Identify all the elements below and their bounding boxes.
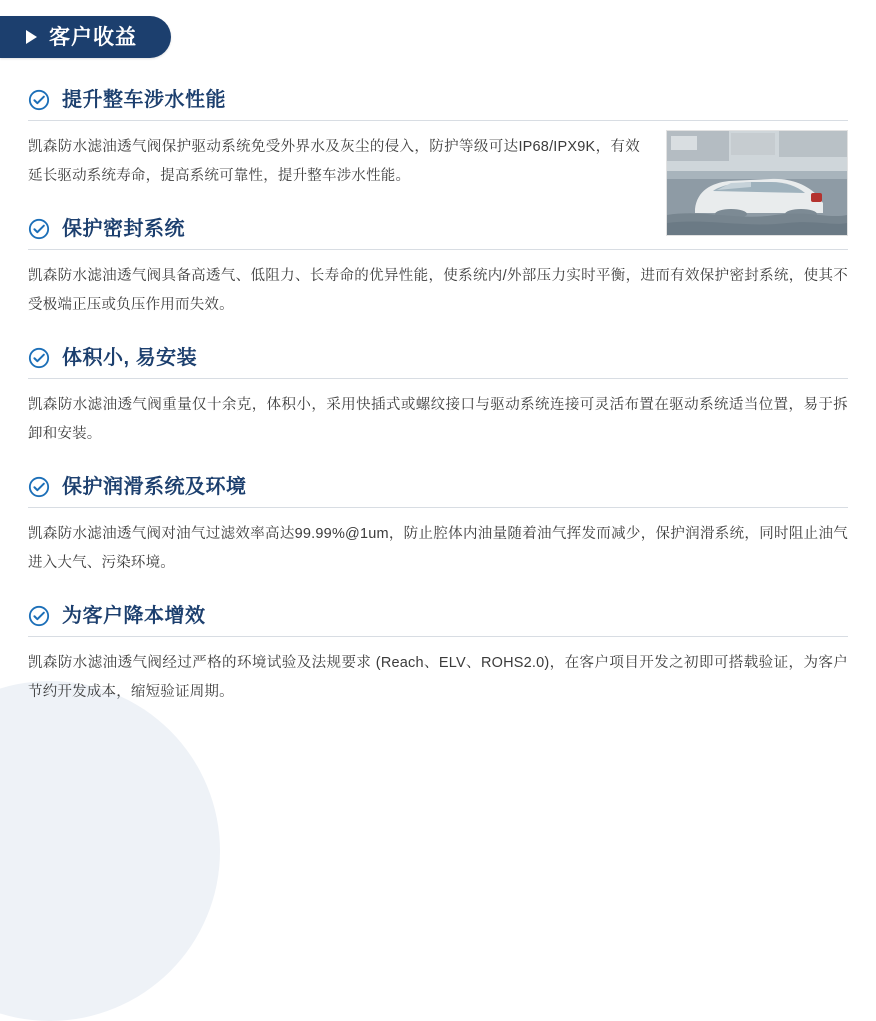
check-circle-icon (28, 605, 50, 627)
benefit-body-2: 凯森防水滤油透气阀具备高透气、低阻力、长寿命的优异性能，使系统内/外部压力实时平衡，进而有效保护密封系统，使其不受极端正压或负压作用而失效。 (28, 268, 848, 313)
check-circle-icon (28, 218, 50, 240)
benefit-title-1: 提升整车涉水性能 (62, 89, 226, 111)
benefit-section-3 (28, 346, 848, 449)
decorative-background-blob (0, 681, 220, 1021)
benefit-title-5: 为客户降本增效 (62, 605, 206, 627)
divider-1 (28, 120, 848, 121)
benefit-heading-3 (28, 346, 848, 370)
check-circle-icon (28, 89, 50, 111)
content-area (0, 88, 876, 731)
triangle-right-icon (26, 30, 37, 44)
document-page (0, 8, 876, 731)
benefit-heading-2 (28, 217, 848, 241)
benefit-heading-1 (28, 88, 848, 112)
customer-benefits-banner (0, 16, 171, 58)
section-banner-wrap (0, 8, 876, 66)
benefit-section-1 (28, 88, 848, 191)
check-circle-icon (28, 347, 50, 369)
divider-4 (28, 507, 848, 508)
benefit-body-4: 凯森防水滤油透气阀对油气过滤效率高达99.99%@1um，防止腔体内油量随着油气挥发而减少，保护润滑系统，同时阻止油气进入大气、污染环境。 (28, 526, 848, 571)
benefit-body-1: 凯森防水滤油透气阀保护驱动系统免受外界水及灰尘的侵入，防护等级可达IP68/IPX9K，有效延长驱动系统寿命，提高系统可靠性，提升整车涉水性能。 (28, 139, 640, 184)
divider-5 (28, 636, 848, 637)
benefit-body-5: 凯森防水滤油透气阀经过严格的环境试验及法规要求 (Reach、ELV、ROHS2.0)，在客户项目开发之初即可搭载验证，为客户节约开发成本，缩短验证周期。 (28, 655, 848, 700)
benefit-section-5 (28, 604, 848, 707)
banner-title: 客户收益 (49, 25, 137, 49)
benefit-body-3: 凯森防水滤油透气阀重量仅十余克，体积小，采用快插式或螺纹接口与驱动系统连接可灵活布置在驱动系统适当位置，易于拆卸和安装。 (28, 397, 848, 442)
divider-2 (28, 249, 848, 250)
divider-3 (28, 378, 848, 379)
benefit-heading-5 (28, 604, 848, 628)
benefit-title-3: 体积小, 易安装 (62, 347, 198, 369)
benefit-title-2: 保护密封系统 (62, 218, 185, 240)
check-circle-icon (28, 476, 50, 498)
benefit-heading-4 (28, 475, 848, 499)
footer-spacer (28, 707, 848, 731)
benefit-section-2 (28, 217, 848, 320)
benefit-title-4: 保护润滑系统及环境 (62, 476, 247, 498)
benefit-section-4 (28, 475, 848, 578)
